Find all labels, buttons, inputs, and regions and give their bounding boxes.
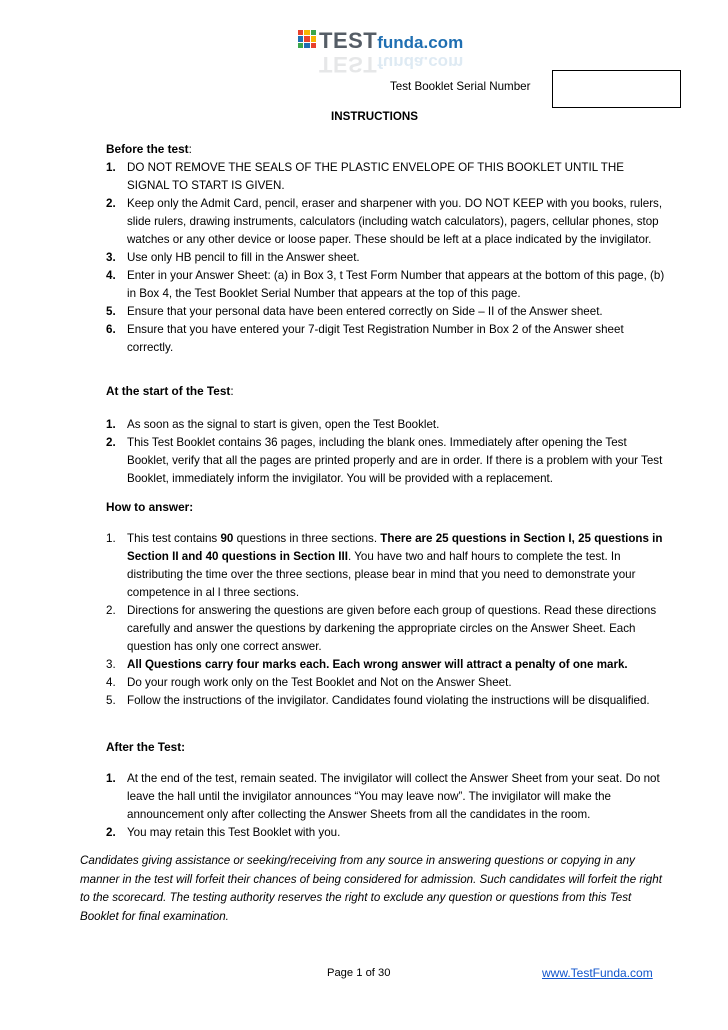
logo-reflection-funda: funda.com bbox=[377, 53, 464, 72]
list-text: . You have two and half hours to complete the test. In distributing the time over the three sections, please bear in mind that you need to demonstrate your competence in al l three sections. bbox=[127, 550, 636, 599]
list-text: Follow the instructions of the invigilator. Candidates found violating the instructions will be disqualified. bbox=[127, 694, 650, 707]
list-item bbox=[106, 674, 666, 692]
before-test-title bbox=[106, 142, 192, 156]
list-number: 2. bbox=[106, 197, 116, 210]
list-text: Enter in your Answer Sheet: (a) in Box 3, t Test Form Number that appears at the bottom of this page, (b) in Box 4, the Test Booklet Serial Number that appears at the top of this page. bbox=[127, 269, 665, 300]
logo-reflection bbox=[319, 51, 463, 77]
testfunda-link[interactable]: www.TestFunda.com bbox=[542, 966, 653, 980]
how-to-answer-title: How to answer: bbox=[106, 500, 194, 514]
logo-funda-text: funda.com bbox=[377, 33, 464, 52]
list-text: Ensure that you have entered your 7-digit Test Registration Number in Box 2 of the Answer sheet correctly. bbox=[127, 323, 624, 354]
testfunda-logo bbox=[298, 28, 468, 77]
list-item bbox=[106, 602, 666, 656]
list-number: 2. bbox=[106, 604, 116, 617]
logo-grid-square bbox=[304, 43, 309, 48]
logo-grid-square bbox=[298, 30, 303, 35]
malpractice-notice: Candidates giving assistance or seeking/receiving from any source in answering questions or copying in any manner in the test will forfeit their chances of being considered for admission. Such candidates will forfeit the right to the scorecard. The testing authority reserves the right to exclude any question or questions from this Test Booklet for final examination. bbox=[80, 854, 662, 923]
before-test-list bbox=[106, 159, 666, 357]
list-text: At the end of the test, remain seated. The invigilator will collect the Answer Sheet from your seat. Do not leave the hall until the invigilator announces “You may leave now”. The invigilator will make the announcement only after collecting the Answer Sheets from all the candidates in the room. bbox=[127, 772, 660, 821]
list-item bbox=[106, 530, 666, 602]
list-number: 3. bbox=[106, 658, 116, 671]
question-count: 90 bbox=[220, 532, 234, 545]
list-item bbox=[106, 249, 666, 267]
list-item bbox=[106, 159, 666, 195]
logo-test-text: TEST bbox=[319, 28, 378, 53]
list-text: As soon as the signal to start is given, open the Test Booklet. bbox=[127, 418, 440, 431]
list-text: Keep only the Admit Card, pencil, eraser and sharpener with you. DO NOT KEEP with you books, rulers, slide rulers, drawing instruments, calculators (including watch calculators), pagers, cellular phones, stop watches or any other device or loose paper. These should be left at a place indicated by the invigilator. bbox=[127, 197, 663, 246]
list-number: 1. bbox=[106, 532, 116, 545]
list-text: Directions for answering the questions are given before each group of questions. Read these directions carefully and answer the questions by darkening the appropriate circles on the Answer Sheet. Each question has only one correct answer. bbox=[127, 604, 657, 653]
logo-grid-square bbox=[298, 36, 303, 41]
logo-grid-square bbox=[304, 36, 309, 41]
logo-grid-square bbox=[298, 43, 303, 48]
list-item bbox=[106, 692, 666, 710]
list-number: 2. bbox=[106, 436, 116, 449]
list-number: 4. bbox=[106, 269, 116, 282]
logo-grid-icon bbox=[298, 30, 316, 48]
list-item bbox=[106, 656, 666, 674]
start-test-colon: : bbox=[230, 384, 234, 398]
logo-grid-square bbox=[311, 30, 316, 35]
logo-grid-square bbox=[311, 36, 316, 41]
start-test-list bbox=[106, 416, 666, 488]
list-item bbox=[106, 321, 666, 357]
list-item bbox=[106, 824, 666, 842]
page-number: Page 1 of 30 bbox=[327, 967, 391, 979]
list-item bbox=[106, 195, 666, 249]
list-text: DO NOT REMOVE THE SEALS OF THE PLASTIC ENVELOPE OF THIS BOOKLET UNTIL THE SIGNAL TO START IS GIVEN. bbox=[127, 161, 624, 192]
list-number: 5. bbox=[106, 305, 116, 318]
start-test-title bbox=[106, 384, 234, 398]
marking-scheme: All Questions carry four marks each. Each wrong answer will attract a penalty of one mark. bbox=[127, 658, 628, 671]
list-number: 6. bbox=[106, 323, 116, 336]
list-text: You may retain this Test Booklet with you. bbox=[127, 826, 341, 839]
list-item bbox=[106, 434, 666, 488]
list-item bbox=[106, 416, 666, 434]
before-test-colon: : bbox=[188, 142, 192, 156]
list-number: 4. bbox=[106, 676, 116, 689]
list-text: This test contains bbox=[127, 532, 221, 545]
list-number: 5. bbox=[106, 694, 116, 707]
list-item bbox=[106, 303, 666, 321]
after-test-title: After the Test: bbox=[106, 740, 186, 754]
before-test-title-text: Before the test bbox=[106, 142, 189, 156]
list-item bbox=[106, 770, 666, 824]
list-number: 1. bbox=[106, 161, 116, 174]
instructions-title: INSTRUCTIONS bbox=[331, 110, 418, 123]
list-text: questions in three sections. bbox=[233, 532, 381, 545]
list-text: Do your rough work only on the Test Booklet and Not on the Answer Sheet. bbox=[127, 676, 512, 689]
section-breakdown: There are 25 questions in Section I, 25 questions in Section II and 40 questions in Section III bbox=[127, 532, 663, 563]
serial-number-box bbox=[552, 70, 681, 108]
list-number: 2. bbox=[106, 826, 116, 839]
list-number: 1. bbox=[106, 418, 116, 431]
list-number: 1. bbox=[106, 772, 116, 785]
logo-grid-square bbox=[304, 30, 309, 35]
list-text: This Test Booklet contains 36 pages, including the blank ones. Immediately after opening the Test Booklet, verify that all the pages are printed properly and are in order. If there is a problem with your Test Booklet, immediately inform the invigilator. You will be provided with a replacement. bbox=[127, 436, 663, 485]
list-number: 3. bbox=[106, 251, 116, 264]
how-to-answer-list bbox=[106, 530, 666, 710]
logo-reflection-test: TEST bbox=[319, 52, 378, 77]
list-text: Use only HB pencil to fill in the Answer sheet. bbox=[127, 251, 360, 264]
start-test-title-text: At the start of the Test bbox=[106, 384, 231, 398]
list-item bbox=[106, 267, 666, 303]
after-test-list bbox=[106, 770, 666, 842]
serial-number-label: Test Booklet Serial Number bbox=[390, 80, 531, 93]
list-text: Ensure that your personal data have been entered correctly on Side – II of the Answer sheet. bbox=[127, 305, 603, 318]
logo-grid-square bbox=[311, 43, 316, 48]
